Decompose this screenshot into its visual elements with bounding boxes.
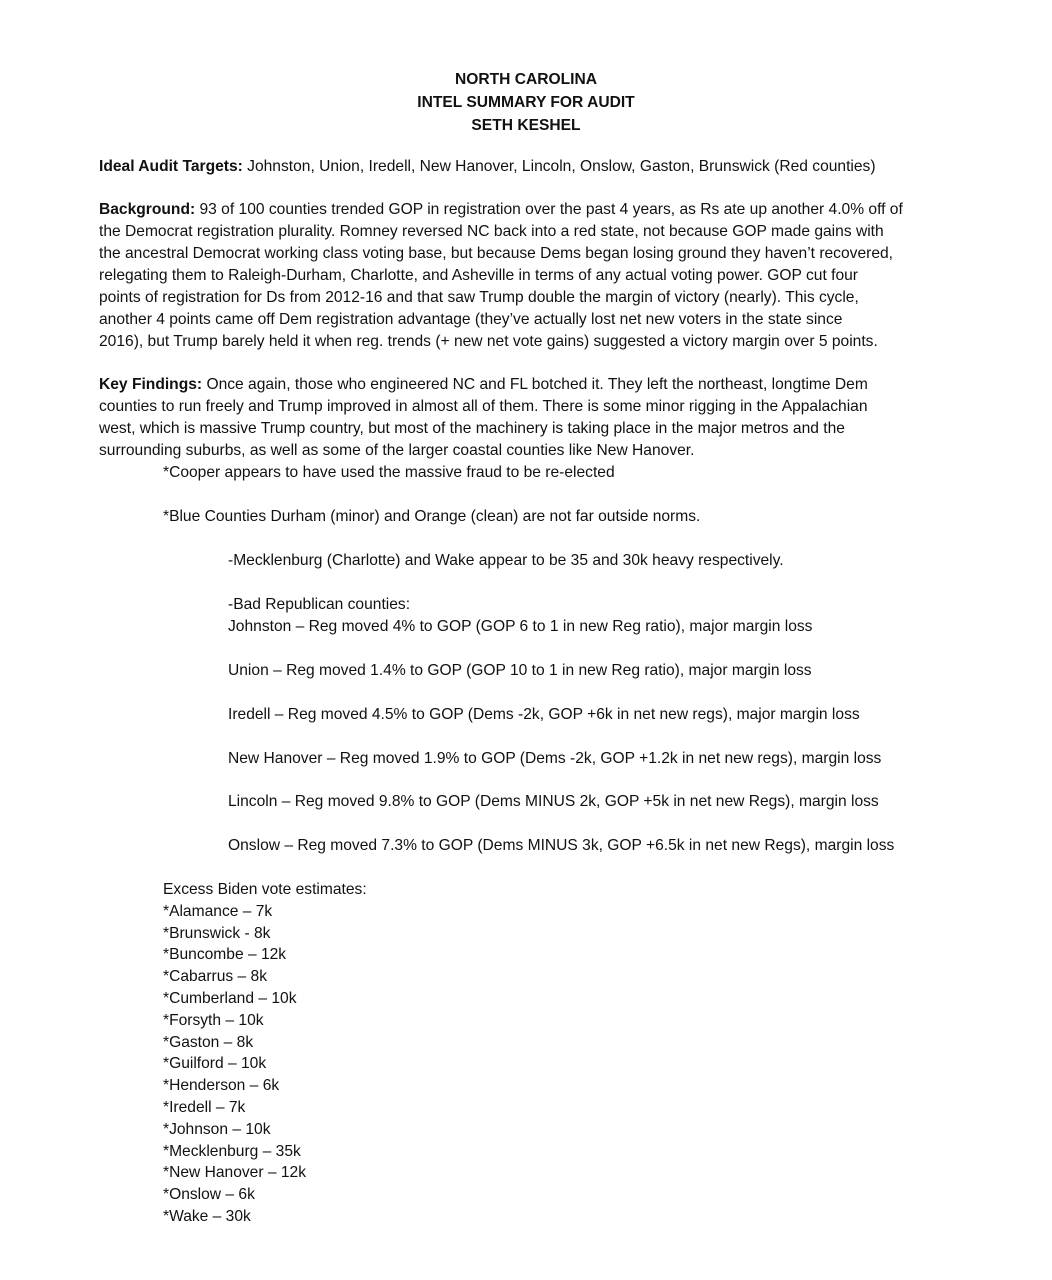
list-item: *Cabarrus – 8k: [163, 968, 268, 986]
background-line: the Democrat registration plurality. Romney reversed NC back into a red state, not because GOP made gains with: [99, 223, 884, 240]
title-line-author: SETH KESHEL: [471, 117, 581, 134]
blue-counties-bullet: *Blue Counties Durham (minor) and Orange (clean) are not far outside norms.: [163, 508, 701, 525]
list-item: *Guilford – 10k: [163, 1055, 267, 1073]
cooper-bullet: *Cooper appears to have used the massive fraud to be re-elected: [163, 464, 615, 481]
list-item: *Brunswick - 8k: [163, 924, 271, 942]
county-new-hanover: New Hanover – Reg moved 1.9% to GOP (Dems -2k, GOP +1.2k in net new regs), margin loss: [228, 750, 882, 767]
list-item: *Onslow – 6k: [163, 1186, 255, 1204]
key-findings-label: Key Findings:: [99, 376, 203, 393]
key-findings-paragraph: [99, 374, 949, 462]
background-paragraph: [99, 199, 949, 353]
key-findings-line: counties to run freely and Trump improved in almost all of them. There is some minor rigging in the Appalachian: [99, 398, 868, 415]
county-iredell: Iredell – Reg moved 4.5% to GOP (Dems -2k, GOP +6k in net new regs), major margin loss: [228, 706, 860, 723]
excess-biden-list: [163, 879, 367, 1228]
title-line-state: NORTH CAROLINA: [454, 71, 598, 88]
county-union: Union – Reg moved 1.4% to GOP (GOP 10 to 1 in new Reg ratio), major margin loss: [228, 662, 812, 679]
ideal-targets-label: Ideal Audit Targets:: [99, 158, 243, 175]
list-item: *Iredell – 7k: [163, 1098, 246, 1116]
document-title: [0, 68, 1052, 137]
list-item: *Buncombe – 12k: [163, 946, 287, 964]
background-label: Background:: [99, 201, 196, 218]
county-onslow: Onslow – Reg moved 7.3% to GOP (Dems MINUS 3k, GOP +6.5k in net new Regs), margin loss: [228, 837, 895, 854]
title-line-summary: INTEL SUMMARY FOR AUDIT: [417, 94, 635, 111]
list-item: *Wake – 30k: [163, 1207, 251, 1225]
list-item: *Johnson – 10k: [163, 1120, 271, 1138]
key-findings-line: Once again, those who engineered NC and FL botched it. They left the northeast, longtime Dem: [202, 376, 868, 393]
bad-republican-header: -Bad Republican counties:: [228, 596, 411, 613]
list-item: *Henderson – 6k: [163, 1077, 280, 1095]
excess-header: Excess Biden vote estimates:: [163, 881, 367, 898]
background-line: 2016), but Trump barely held it when reg. trends (+ new net vote gains) suggested a victory margin over 5 points.: [99, 333, 878, 350]
county-johnston: Johnston – Reg moved 4% to GOP (GOP 6 to 1 in new Reg ratio), major margin loss: [228, 618, 813, 635]
background-line: 93 of 100 counties trended GOP in registration over the past 4 years, as Rs ate up another 4.0% off of: [195, 201, 903, 218]
background-line: the ancestral Democrat working class voting base, but because Dems began losing ground they haven’t recovered,: [99, 245, 893, 262]
list-item: *Alamance – 7k: [163, 902, 273, 920]
key-findings-line: west, which is massive Trump country, but most of the machinery is taking place in the major metros and the: [99, 420, 845, 437]
list-item: *Cumberland – 10k: [163, 989, 297, 1007]
county-lincoln: Lincoln – Reg moved 9.8% to GOP (Dems MINUS 2k, GOP +5k in net new Regs), margin loss: [228, 793, 879, 810]
list-item: *New Hanover – 12k: [163, 1164, 307, 1182]
list-item: *Gaston – 8k: [163, 1033, 254, 1051]
mecklenburg-wake-note: -Mecklenburg (Charlotte) and Wake appear to be 35 and 30k heavy respectively.: [228, 552, 784, 569]
background-line: points of registration for Ds from 2012-16 and that saw Trump double the margin of victory (nearly). This cycle,: [99, 289, 859, 306]
list-item: *Mecklenburg – 35k: [163, 1142, 301, 1160]
background-line: another 4 points came off Dem registration advantage (they’ve actually lost net new voters in the state since: [99, 311, 843, 328]
key-findings-line: surrounding suburbs, as well as some of the larger coastal counties like New Hanover.: [99, 442, 695, 459]
background-line: relegating them to Raleigh-Durham, Charlotte, and Asheville in terms of any actual voting power. GOP cut four: [99, 267, 858, 284]
ideal-audit-targets: [99, 156, 949, 178]
ideal-targets-text: Johnston, Union, Iredell, New Hanover, Lincoln, Onslow, Gaston, Brunswick (Red counties): [242, 158, 876, 175]
list-item: *Forsyth – 10k: [163, 1011, 264, 1029]
